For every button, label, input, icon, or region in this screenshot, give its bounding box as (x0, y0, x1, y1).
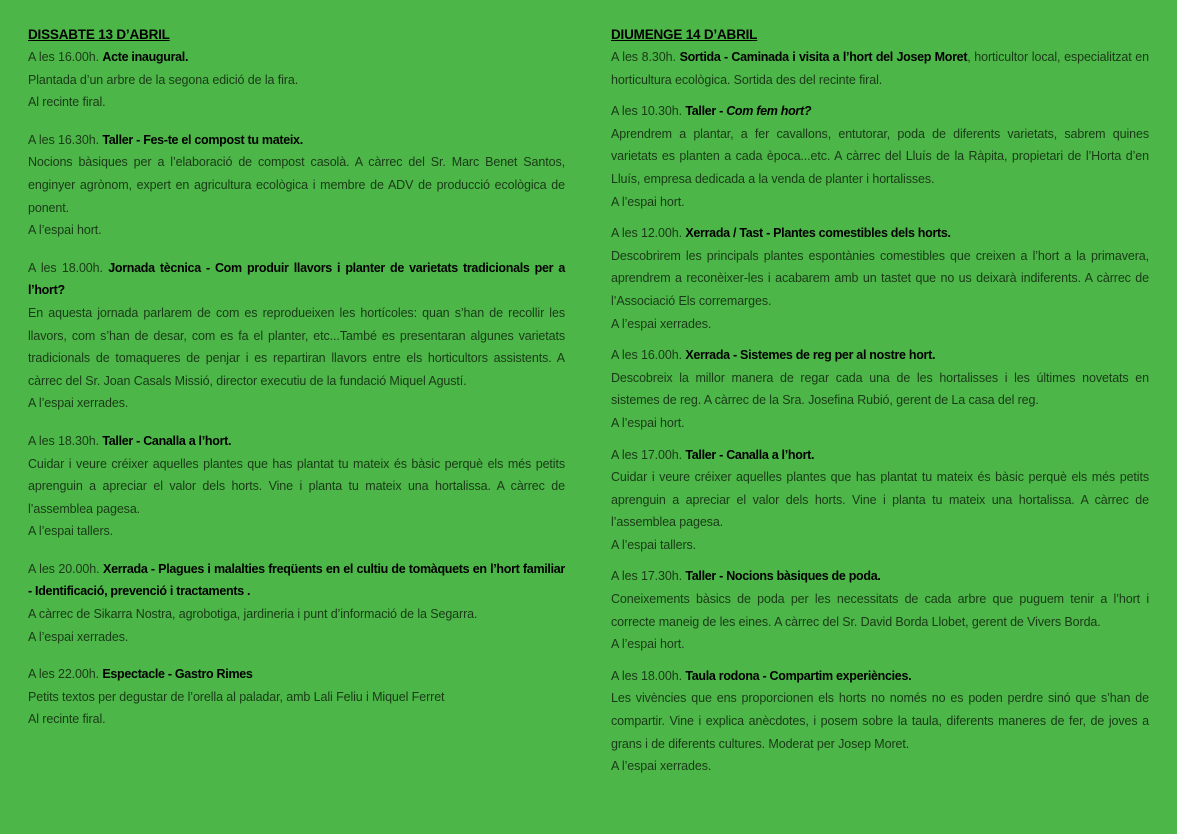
event-description: A càrrec de Sikarra Nostra, agrobotiga, jardineria i punt d’informació de la Segarra. (28, 607, 478, 622)
event-title: Taller - Canalla a l’hort. (685, 447, 815, 462)
saturday-heading: DISSABTE 13 D’ABRIL (28, 27, 170, 42)
event-time: A les 16.00h. (611, 348, 682, 363)
event-description: En aquesta jornada parlarem de com es reprodueixen les hortícoles: quan s’han de recollir les llavors, com s’han de desar, com es fa el planter, etc...També es presentaran algunes varietats tradicionals de tomaqueres de penjar i es repartiran llavors entre els horticultors assistents. A càrrec del Sr. Joan Casals Missió, director executiu de la fundació Miquel Agustí. (28, 305, 565, 388)
event-title: Espectacle - Gastro Rimes (102, 667, 253, 682)
event-time: A les 10.30h. (611, 104, 682, 119)
event-item (611, 344, 1149, 434)
event-item (28, 129, 565, 242)
event-title: Taula rodona - Compartim experiències. (685, 668, 912, 683)
event-subtitle: Com fem hort? (726, 104, 812, 119)
event-description: , horticultor local, especialitzat en horticultura ecològica. Sortida des del recinte firal. (611, 50, 1150, 87)
event-time: A les 22.00h. (28, 667, 99, 682)
event-description: Les vivències que ens proporcionen els horts no només no es poden perdre sinó que s’han de compartir. Vine i explica anècdotes, i posem sobre la taula, diferents maneres de fer, de joves a grans i de diferents cultures. Moderat per Josep Moret. (611, 691, 1149, 751)
event-title: Taller (685, 104, 716, 119)
event-item (611, 100, 1149, 213)
event-title-separator: - (715, 104, 727, 119)
event-time: A les 8.30h. (611, 50, 676, 64)
event-location: A l’espai hort. (611, 415, 685, 430)
event-location: Al recinte firal. (28, 712, 106, 727)
event-description: Petits textos per degustar de l’orella al paladar, amb Lali Feliu i Miquel Ferret (28, 689, 445, 704)
event-time: A les 18.30h. (28, 433, 99, 448)
event-title: Xerrada - Sistemes de reg per al nostre hort. (685, 348, 936, 363)
event-location: A l’espai hort. (611, 637, 685, 652)
saturday-column (28, 24, 565, 731)
event-location: A l’espai xerrades. (28, 396, 129, 411)
event-description: Coneixements bàsics de poda per les necessitats de cada arbre que puguem tenir a l’hort i correcte maneig de les eines. A càrrec del Sr. David Borda Llobet, gerent de Vivers Borda. (611, 592, 1149, 629)
event-title: Sortida - Caminada i visita a l’hort del Josep Moret (679, 50, 968, 64)
sunday-column (611, 24, 1149, 778)
event-description: Cuidar i veure créixer aquelles plantes que has plantat tu mateix és bàsic perquè els més petits aprenguin a apreciar el valor dels horts. Vine i planta tu mateix una hortalissa. A càrrec de l’assemblea pagesa. (28, 456, 565, 516)
event-title: Xerrada - Plagues i malalties freqüents en el cultiu de tomàquets en l’hort familiar - Identificació, prevenció i tractaments . (28, 561, 565, 599)
event-location: A l’espai xerrades. (611, 759, 712, 774)
event-title: Acte inaugural. (102, 50, 189, 64)
event-title: Taller - Canalla a l’hort. (102, 433, 232, 448)
event-description: Plantada d’un arbre de la segona edició de la fira. (28, 72, 299, 87)
event-item (611, 46, 1149, 91)
event-location: A l’espai xerrades. (611, 316, 712, 331)
event-location: A l’espai tallers. (28, 524, 114, 539)
event-location: Al recinte firal. (28, 95, 106, 110)
event-location: A l’espai xerrades. (28, 629, 129, 644)
event-item (611, 665, 1149, 778)
event-time: A les 17.00h. (611, 447, 682, 462)
event-item (28, 46, 565, 114)
event-description: Descobreix la millor manera de regar cada una de les hortalisses i les últimes novetats en sistemes de reg. A càrrec de la Sra. Josefina Rubió, gerent de La casa del reg. (611, 370, 1149, 408)
event-location: A l’espai hort. (28, 223, 102, 238)
event-description: Cuidar i veure créixer aquelles plantes que has plantat tu mateix és bàsic perquè els més petits aprenguin a apreciar el valor dels horts. Vine i planta tu mateix una hortalissa. A càrrec de l’assemblea pagesa. (611, 470, 1149, 530)
event-description: Nocions bàsiques per a l’elaboració de compost casolà. A càrrec del Sr. Marc Benet Santos, enginyer agrònom, expert en agricultura ecològica i membre de ADV de producció ecològica de ponent. (28, 155, 565, 215)
event-time: A les 18.00h. (28, 260, 103, 275)
event-location: A l’espai hort. (611, 194, 685, 209)
event-time: A les 18.00h. (611, 668, 682, 683)
event-title: Taller - Nocions bàsiques de poda. (685, 569, 881, 584)
event-time: A les 16.00h. (28, 50, 99, 64)
event-item (611, 565, 1149, 655)
event-time: A les 20.00h. (28, 561, 100, 576)
event-item (28, 430, 565, 543)
event-time: A les 12.00h. (611, 226, 682, 241)
event-title: Taller - Fes-te el compost tu mateix. (102, 132, 303, 147)
event-time: A les 16.30h. (28, 132, 99, 147)
event-item (28, 558, 565, 648)
event-item (28, 257, 565, 415)
event-title: Jornada tècnica - Com produir llavors i planter de varietats tradicionals per a l’hort? (28, 260, 566, 298)
event-description: Aprendrem a plantar, a fer cavallons, entutorar, poda de diferents varietats, sabrem quines varietats es planten a cada època...etc. A càrrec del Lluís de la Ràpita, propietari de l’Horta d’en Lluís, empresa dedicada a la venda de planter i hortalisses. (611, 126, 1149, 186)
sunday-heading: DIUMENGE 14 D’ABRIL (611, 27, 758, 42)
event-item (611, 222, 1149, 335)
event-location: A l’espai tallers. (611, 537, 697, 552)
event-item (28, 663, 565, 731)
event-description: Descobrirem les principals plantes espontànies comestibles que creixen a l’hort a la primavera, aprendrem a reconèixer-les i acabarem amb un tastet que no us deixarà indiferents. A càrrec de l’Associació Els corremarges. (611, 248, 1149, 308)
event-title: Xerrada / Tast - Plantes comestibles dels horts. (685, 226, 951, 241)
event-time: A les 17.30h. (611, 569, 682, 584)
event-item (611, 444, 1149, 557)
